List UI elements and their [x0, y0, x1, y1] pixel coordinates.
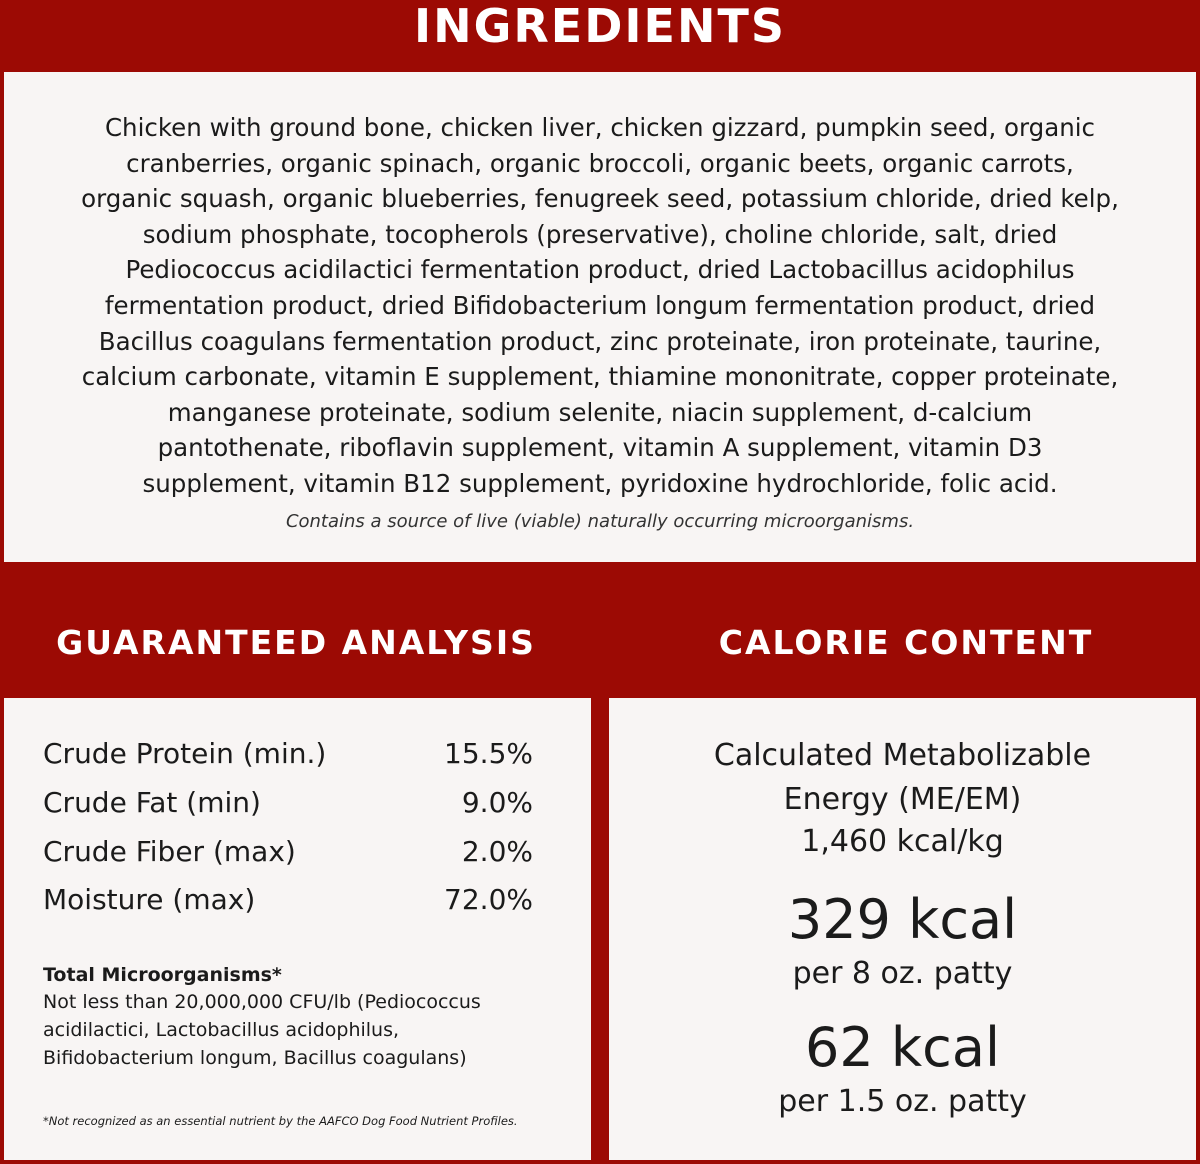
- analysis-row-protein: [43, 734, 533, 774]
- ingredients-line: sodium phosphate, tocopherols (preservative), choline chloride, salt, dried: [142, 219, 1058, 249]
- serving-large-label: per 8 oz. patty: [792, 956, 1013, 991]
- analysis-label: Crude Protein (min.): [43, 737, 327, 770]
- metabolizable-energy-value: 1,460 kcal/kg: [801, 824, 1004, 859]
- ingredients-panel: [4, 72, 1196, 562]
- calorie-content-heading: CALORIE CONTENT: [718, 623, 1094, 662]
- ingredients-line: fermentation product, dried Bifidobacterium longum fermentation product, dried: [104, 290, 1096, 320]
- aafco-footnote: *Not recognized as an essential nutrient by the AAFCO Dog Food Nutrient Profiles.: [43, 1114, 518, 1128]
- analysis-row-fiber: [43, 832, 533, 872]
- ingredients-line: Pediococcus acidilactici fermentation product, dried Lactobacillus acidophilus: [125, 255, 1075, 285]
- ingredients-heading: INGREDIENTS: [414, 0, 786, 53]
- ingredients-line: cranberries, organic spinach, organic broccoli, organic beets, organic carrots,: [126, 148, 1074, 178]
- serving-small-kcal: 62 kcal: [805, 1016, 1000, 1079]
- analysis-row-fat: [43, 783, 533, 823]
- ingredients-line: supplement, vitamin B12 supplement, pyridoxine hydrochloride, folic acid.: [142, 468, 1058, 498]
- ingredients-line: manganese proteinate, sodium selenite, niacin supplement, d-calcium: [167, 397, 1033, 427]
- analysis-row-moisture: [43, 880, 533, 920]
- ingredients-line: Chicken with ground bone, chicken liver, chicken gizzard, pumpkin seed, organic: [104, 113, 1096, 142]
- microorganism-note: Contains a source of live (viable) naturally occurring microorganisms.: [285, 511, 915, 532]
- serving-small-label: per 1.5 oz. patty: [778, 1084, 1027, 1119]
- analysis-label: Crude Fiber (max): [43, 835, 296, 868]
- ingredients-line: calcium carbonate, vitamin E supplement, thiamine mononitrate, copper proteinate,: [81, 362, 1119, 392]
- ingredients-line: Bacillus coagulans fermentation product, zinc proteinate, iron proteinate, taurine,: [98, 326, 1102, 356]
- ingredients-line: organic squash, organic blueberries, fenugreek seed, potassium chloride, dried kelp,: [81, 184, 1119, 214]
- serving-large-kcal: 329 kcal: [787, 888, 1018, 951]
- analysis-label: Moisture (max): [43, 883, 256, 916]
- microorganisms-title: Total Microorganisms*: [43, 964, 282, 986]
- ingredients-line: pantothenate, riboflavin supplement, vitamin A supplement, vitamin D3: [157, 433, 1043, 463]
- analysis-value: 9.0%: [461, 786, 533, 819]
- guaranteed-analysis-heading: GUARANTEED ANALYSIS: [56, 623, 536, 662]
- analysis-value: 2.0%: [461, 835, 533, 868]
- analysis-value: 15.5%: [444, 737, 533, 770]
- ingredients-list: [24, 110, 1176, 502]
- analysis-label: Crude Fat (min): [43, 786, 261, 819]
- analysis-value: 72.0%: [444, 883, 533, 916]
- metabolizable-energy-label: Calculated Metabolizable: [713, 738, 1092, 773]
- microorganisms-description: [43, 988, 578, 1072]
- microorganisms-line: Not less than 20,000,000 CFU/lb (Pediococcus: [43, 991, 481, 1013]
- microorganisms-line: Bifidobacterium longum, Bacillus coagulans): [43, 1047, 467, 1069]
- microorganisms-line: acidilactici, Lactobacillus acidophilus,: [43, 1019, 400, 1041]
- metabolizable-energy-unit: Energy (ME/EM): [783, 782, 1022, 817]
